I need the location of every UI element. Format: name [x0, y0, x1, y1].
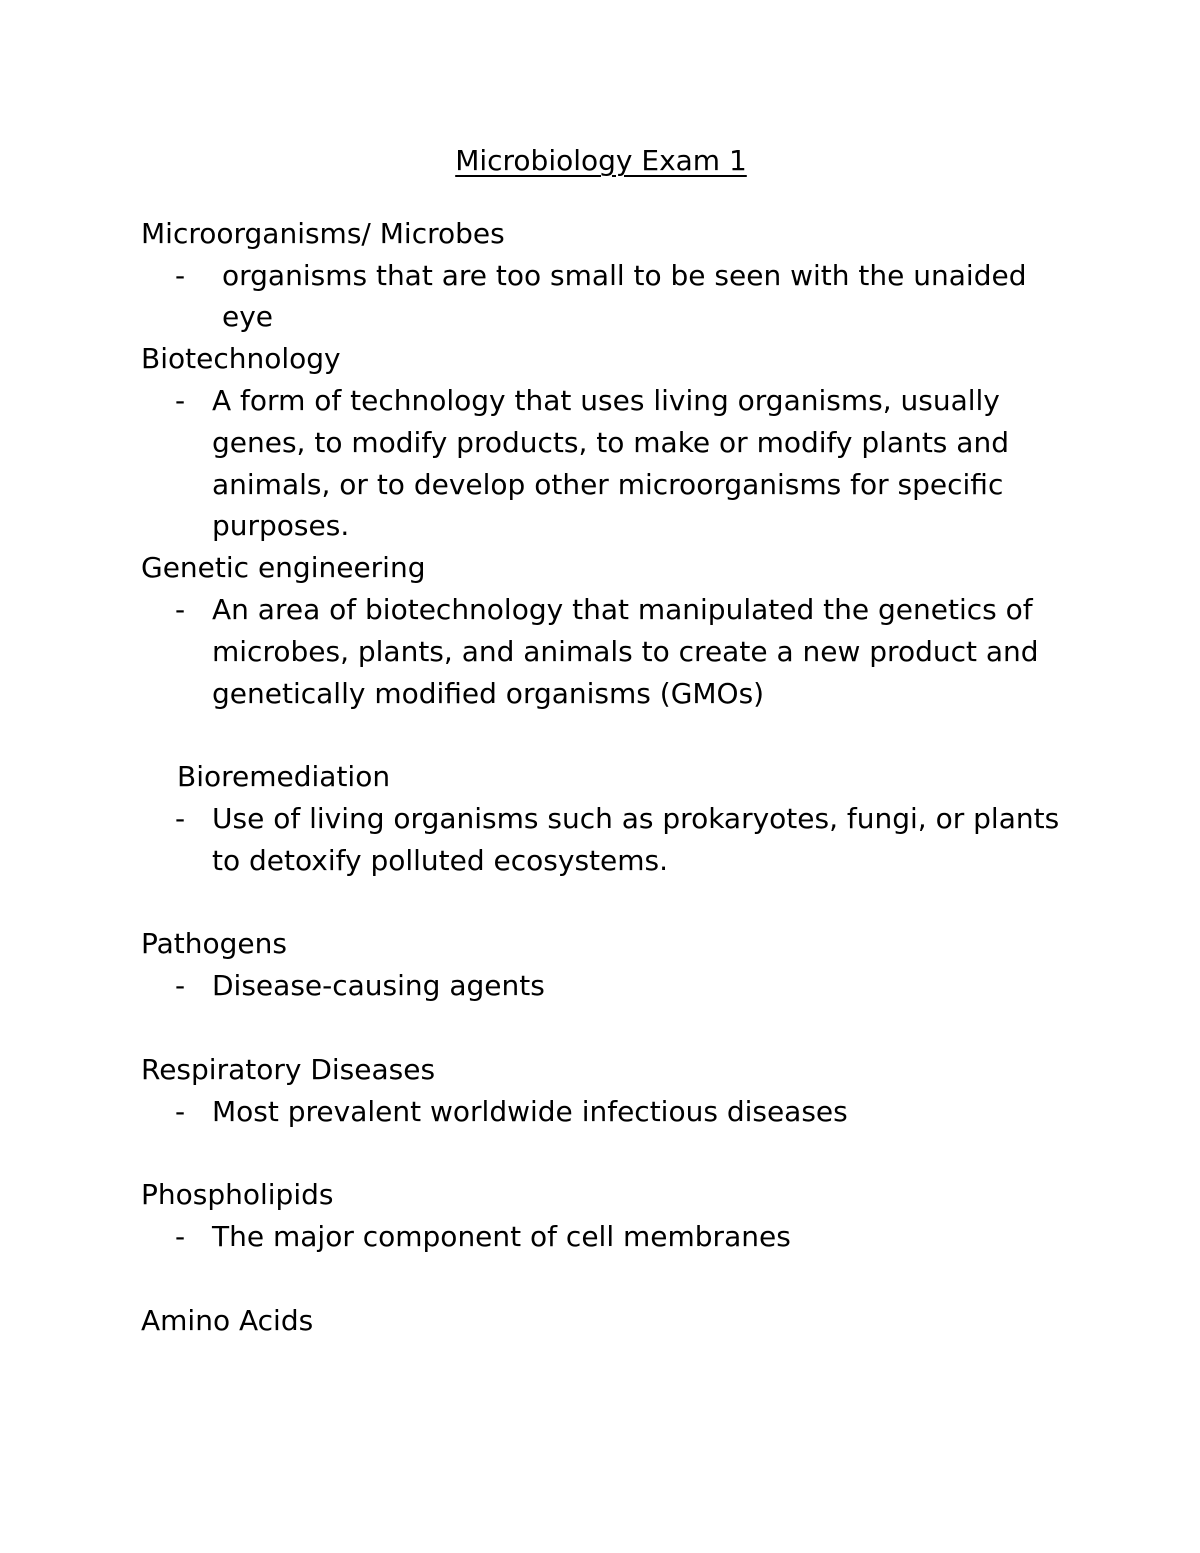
dash-bullet: -	[175, 969, 186, 1003]
blank-line	[141, 1258, 1061, 1300]
definition-text: Use of living organisms such as prokaryotes, fungi, or plants to detoxify polluted ecosystems.	[212, 801, 1060, 877]
term-heading: Biotechnology	[141, 342, 341, 376]
definition-text: An area of biotechnology that manipulated the genetics of microbes, plants, and animals to create a new product and genetically modified organisms (GMOs)	[212, 592, 1039, 710]
blank-line	[141, 882, 1061, 924]
term-heading: Respiratory Diseases	[141, 1052, 436, 1086]
term-heading: Pathogens	[141, 927, 287, 961]
term-heading: Genetic engineering	[141, 551, 426, 585]
term-heading: Microorganisms/ Microbes	[141, 216, 505, 250]
definition-item	[141, 965, 1061, 1007]
document-body	[141, 140, 1061, 1341]
definition-text: The major component of cell membranes	[212, 1219, 791, 1253]
blank-line	[141, 1132, 1061, 1174]
definition-text: A form of technology that uses living organisms, usually genes, to modify products, to make or modify plants and animals, or to develop other microorganisms for specific purposes.	[212, 383, 1009, 543]
definition-item	[141, 380, 1061, 547]
dash-bullet: -	[175, 258, 186, 292]
definition-item	[141, 589, 1061, 714]
dash-bullet: -	[175, 1094, 186, 1128]
definition-text: Disease-causing agents	[212, 969, 545, 1003]
definition-item	[141, 798, 1061, 882]
definition-item	[141, 1091, 1061, 1133]
definition-item	[141, 1216, 1061, 1258]
definition-item	[141, 255, 1061, 339]
term-heading: Amino Acids	[141, 1303, 314, 1337]
term-heading: Phospholipids	[141, 1178, 334, 1212]
blank-line	[141, 1007, 1061, 1049]
dash-bullet: -	[175, 1219, 186, 1253]
definition-text: Most prevalent worldwide infectious diseases	[212, 1094, 848, 1128]
document-title: Microbiology Exam 1	[455, 144, 747, 177]
blank-line	[141, 714, 1061, 756]
term-heading: Bioremediation	[177, 760, 391, 794]
dash-bullet: -	[175, 801, 186, 835]
dash-bullet: -	[175, 592, 186, 626]
definition-text: organisms that are too small to be seen with the unaided eye	[222, 258, 1027, 334]
dash-bullet: -	[175, 383, 186, 417]
